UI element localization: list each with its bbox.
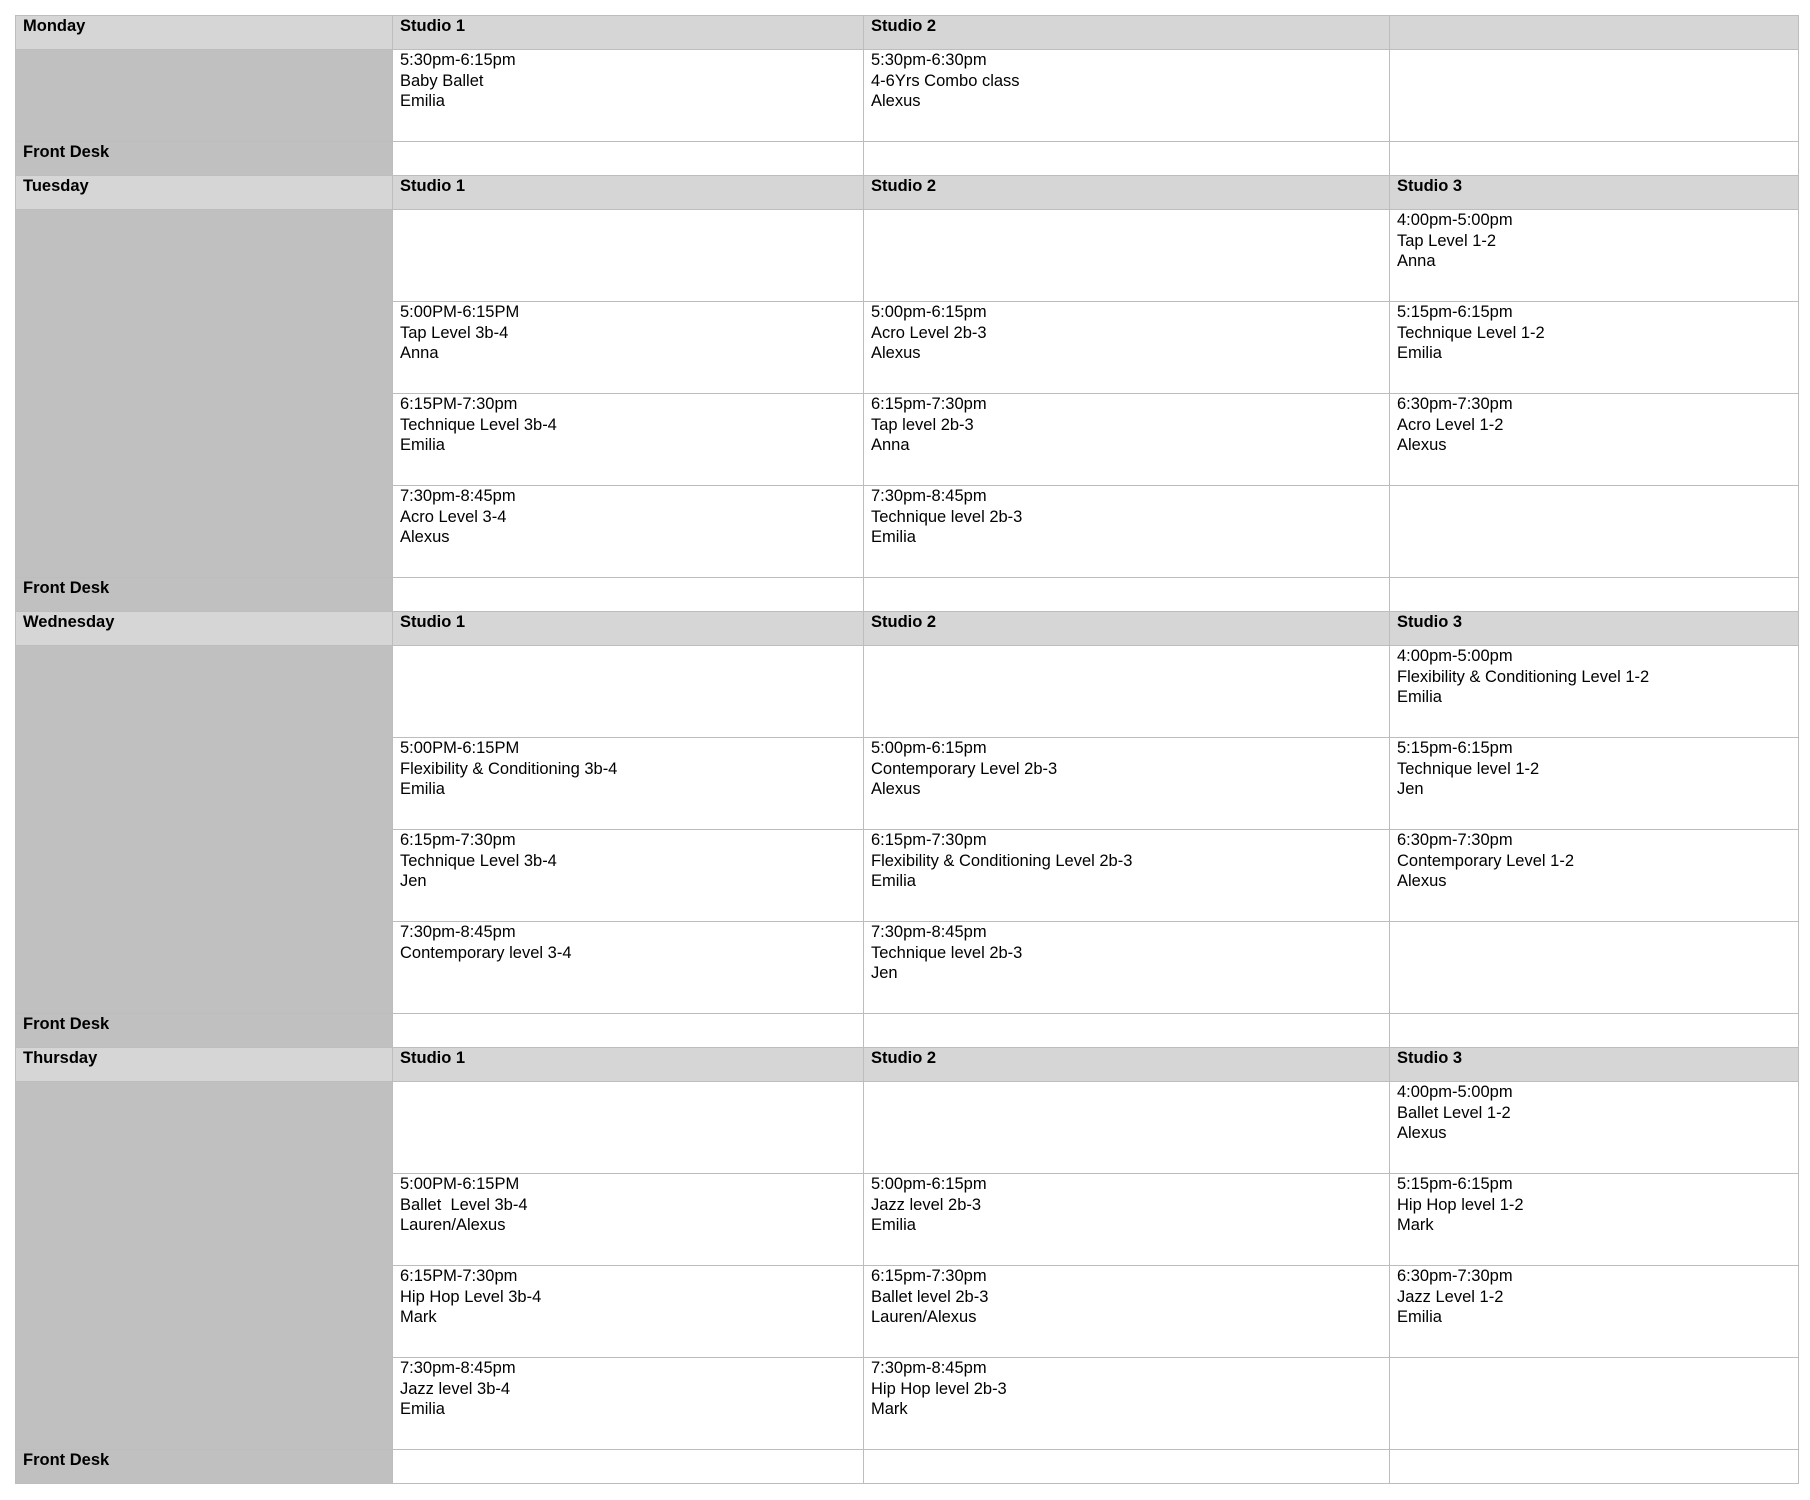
class-name: Tap level 2b-3 — [871, 415, 974, 434]
class-name: Ballet level 2b-3 — [871, 1287, 989, 1306]
class-cell[interactable] — [864, 1266, 1390, 1358]
class-time: 7:30pm-8:45pm — [400, 487, 516, 505]
class-name: Tap Level 3b-4 — [400, 323, 509, 342]
tuesday-header-row — [16, 176, 1799, 210]
class-instructor: Emilia — [400, 780, 445, 798]
front-desk-label[interactable]: Front Desk — [16, 1014, 393, 1048]
class-cell[interactable] — [864, 646, 1390, 738]
day-label[interactable]: Thursday — [16, 1048, 393, 1082]
class-time: 5:00PM-6:15PM — [400, 303, 520, 321]
class-name: Jazz level 3b-4 — [400, 1379, 511, 1398]
class-name: Contemporary level 3-4 — [400, 943, 572, 962]
studio-header-3[interactable]: Studio 3 — [1390, 1048, 1799, 1082]
front-desk-cell[interactable] — [1390, 1014, 1799, 1048]
front-desk-label[interactable]: Front Desk — [16, 1450, 393, 1484]
class-instructor: Anna — [400, 344, 439, 362]
class-instructor: Anna — [1397, 252, 1436, 270]
class-cell[interactable] — [1390, 50, 1799, 142]
class-time: 6:15PM-7:30pm — [400, 1267, 518, 1285]
class-time: 5:30pm-6:15pm — [400, 51, 516, 69]
class-cell[interactable] — [393, 1266, 864, 1358]
class-cell[interactable] — [864, 1174, 1390, 1266]
class-cell[interactable] — [1390, 1082, 1799, 1174]
class-cell[interactable] — [864, 830, 1390, 922]
front-desk-cell[interactable] — [1390, 578, 1799, 612]
class-cell[interactable] — [864, 1082, 1390, 1174]
class-time: 5:15pm-6:15pm — [1397, 303, 1513, 321]
class-instructor: Emilia — [871, 1216, 916, 1234]
tuesday-side-cell[interactable] — [16, 210, 393, 578]
wednesday-header-row — [16, 612, 1799, 646]
class-time: 5:15pm-6:15pm — [1397, 739, 1513, 757]
class-cell[interactable] — [1390, 486, 1799, 578]
class-cell[interactable] — [864, 922, 1390, 1014]
class-instructor: Mark — [400, 1308, 437, 1326]
wednesday-front-desk-row — [16, 1014, 1799, 1048]
class-cell[interactable] — [393, 1082, 864, 1174]
class-cell[interactable] — [864, 738, 1390, 830]
class-time: 5:00pm-6:15pm — [871, 303, 987, 321]
class-name: Technique level 2b-3 — [871, 507, 1023, 526]
class-instructor: Emilia — [1397, 1308, 1442, 1326]
day-label[interactable]: Wednesday — [16, 612, 393, 646]
front-desk-cell[interactable] — [864, 1450, 1390, 1484]
studio-header-3[interactable] — [1390, 16, 1799, 50]
front-desk-cell[interactable] — [864, 1014, 1390, 1048]
class-cell[interactable] — [1390, 394, 1799, 486]
class-time: 6:15pm-7:30pm — [400, 831, 516, 849]
class-instructor: Jen — [400, 872, 427, 890]
class-cell[interactable] — [393, 50, 864, 142]
class-name: Flexibility & Conditioning Level 2b-3 — [871, 851, 1133, 870]
class-instructor: Jen — [1397, 780, 1424, 798]
class-time: 5:00pm-6:15pm — [871, 739, 987, 757]
studio-header-3[interactable]: Studio 3 — [1390, 176, 1799, 210]
front-desk-cell[interactable] — [393, 578, 864, 612]
class-name: Flexibility & Conditioning 3b-4 — [400, 759, 618, 778]
class-name: Hip Hop level 2b-3 — [871, 1379, 1007, 1398]
class-name: Technique level 2b-3 — [871, 943, 1023, 962]
class-cell[interactable] — [393, 646, 864, 738]
class-name: Acro Level 2b-3 — [871, 323, 987, 342]
class-instructor: Alexus — [400, 528, 450, 546]
class-instructor: Emilia — [400, 436, 445, 454]
class-name: Technique level 1-2 — [1397, 759, 1540, 778]
class-time: 6:30pm-7:30pm — [1397, 831, 1513, 849]
front-desk-cell[interactable] — [1390, 1450, 1799, 1484]
class-name: Hip Hop Level 3b-4 — [400, 1287, 542, 1306]
class-name: Ballet Level 3b-4 — [400, 1195, 528, 1214]
class-instructor: Alexus — [871, 780, 921, 798]
thursday-front-desk-row — [16, 1450, 1799, 1484]
class-cell[interactable] — [1390, 646, 1799, 738]
class-name: Jazz Level 1-2 — [1397, 1287, 1504, 1306]
class-time: 5:00PM-6:15PM — [400, 1175, 520, 1193]
class-cell[interactable] — [393, 486, 864, 578]
class-cell[interactable] — [1390, 1174, 1799, 1266]
class-row — [16, 50, 1799, 142]
front-desk-cell[interactable] — [393, 1014, 864, 1048]
class-cell[interactable] — [393, 302, 864, 394]
front-desk-cell[interactable] — [393, 142, 864, 176]
class-row — [16, 210, 1799, 302]
class-instructor: Mark — [1397, 1216, 1434, 1234]
class-time: 6:15pm-7:30pm — [871, 395, 987, 413]
class-time: 5:15pm-6:15pm — [1397, 1175, 1513, 1193]
wednesday-side-cell[interactable] — [16, 646, 393, 1014]
studio-header-2[interactable]: Studio 2 — [864, 612, 1390, 646]
class-name: Contemporary Level 1-2 — [1397, 851, 1575, 870]
class-time: 4:00pm-5:00pm — [1397, 211, 1513, 229]
class-time: 6:15pm-7:30pm — [871, 831, 987, 849]
class-time: 6:15pm-7:30pm — [871, 1267, 987, 1285]
class-time: 6:30pm-7:30pm — [1397, 1267, 1513, 1285]
class-name: Technique Level 3b-4 — [400, 851, 557, 870]
class-instructor: Emilia — [400, 1400, 445, 1418]
class-time: 5:30pm-6:30pm — [871, 51, 987, 69]
class-name: Technique Level 1-2 — [1397, 323, 1545, 342]
class-instructor: Emilia — [400, 92, 445, 110]
class-time: 7:30pm-8:45pm — [400, 923, 516, 941]
class-cell[interactable] — [864, 394, 1390, 486]
thursday-side-cell[interactable] — [16, 1082, 393, 1450]
class-cell[interactable] — [1390, 922, 1799, 1014]
class-cell[interactable] — [393, 830, 864, 922]
class-instructor: Lauren/Alexus — [400, 1216, 506, 1234]
class-name: Contemporary Level 2b-3 — [871, 759, 1058, 778]
monday-side-cell[interactable] — [16, 50, 393, 142]
class-time: 7:30pm-8:45pm — [871, 1359, 987, 1377]
front-desk-label[interactable]: Front Desk — [16, 142, 393, 176]
class-instructor: Alexus — [1397, 872, 1447, 890]
class-instructor: Emilia — [1397, 688, 1442, 706]
monday-front-desk-row — [16, 142, 1799, 176]
schedule-table — [15, 15, 1799, 1484]
class-name: Technique Level 3b-4 — [400, 415, 557, 434]
class-cell[interactable] — [864, 210, 1390, 302]
monday-header-row — [16, 16, 1799, 50]
class-cell[interactable] — [864, 1358, 1390, 1450]
front-desk-label[interactable]: Front Desk — [16, 578, 393, 612]
class-time: 5:00pm-6:15pm — [871, 1175, 987, 1193]
class-instructor: Emilia — [1397, 344, 1442, 362]
class-cell[interactable] — [1390, 210, 1799, 302]
front-desk-cell[interactable] — [393, 1450, 864, 1484]
thursday-header-row — [16, 1048, 1799, 1082]
class-cell[interactable] — [393, 210, 864, 302]
studio-header-1[interactable]: Studio 1 — [393, 16, 864, 50]
class-name: Ballet Level 1-2 — [1397, 1103, 1511, 1122]
class-name: 4-6Yrs Combo class — [871, 71, 1020, 90]
studio-header-1[interactable]: Studio 1 — [393, 612, 864, 646]
class-cell[interactable] — [864, 50, 1390, 142]
class-time: 7:30pm-8:45pm — [400, 1359, 516, 1377]
class-name: Tap Level 1-2 — [1397, 231, 1497, 250]
tuesday-front-desk-row — [16, 578, 1799, 612]
class-row — [16, 646, 1799, 738]
class-instructor: Alexus — [1397, 436, 1447, 454]
studio-header-2[interactable]: Studio 2 — [864, 16, 1390, 50]
class-cell[interactable] — [393, 922, 864, 1014]
class-cell[interactable] — [393, 738, 864, 830]
class-name: Baby Ballet — [400, 71, 484, 90]
class-time: 5:00PM-6:15PM — [400, 739, 520, 757]
studio-header-2[interactable]: Studio 2 — [864, 176, 1390, 210]
day-label[interactable]: Monday — [16, 16, 393, 50]
class-time: 6:30pm-7:30pm — [1397, 395, 1513, 413]
studio-header-1[interactable]: Studio 1 — [393, 1048, 864, 1082]
front-desk-cell[interactable] — [1390, 142, 1799, 176]
studio-header-1[interactable]: Studio 1 — [393, 176, 864, 210]
class-time: 4:00pm-5:00pm — [1397, 1083, 1513, 1101]
class-time: 6:15PM-7:30pm — [400, 395, 518, 413]
class-cell[interactable] — [393, 394, 864, 486]
class-instructor: Emilia — [871, 872, 916, 890]
class-instructor: Lauren/Alexus — [871, 1308, 977, 1326]
class-name: Jazz level 2b-3 — [871, 1195, 982, 1214]
front-desk-cell[interactable] — [864, 578, 1390, 612]
class-cell[interactable] — [1390, 738, 1799, 830]
class-time: 7:30pm-8:45pm — [871, 487, 987, 505]
class-instructor: Alexus — [871, 344, 921, 362]
studio-header-2[interactable]: Studio 2 — [864, 1048, 1390, 1082]
class-cell[interactable] — [1390, 302, 1799, 394]
class-instructor: Anna — [871, 436, 910, 454]
class-instructor: Emilia — [871, 528, 916, 546]
class-name: Hip Hop level 1-2 — [1397, 1195, 1524, 1214]
class-instructor: Jen — [871, 964, 898, 982]
class-time: 4:00pm-5:00pm — [1397, 647, 1513, 665]
class-row — [16, 1082, 1799, 1174]
class-cell[interactable] — [1390, 1358, 1799, 1450]
class-cell[interactable] — [393, 1174, 864, 1266]
class-instructor: Alexus — [871, 92, 921, 110]
class-cell[interactable] — [864, 486, 1390, 578]
class-cell[interactable] — [1390, 830, 1799, 922]
class-name: Acro Level 3-4 — [400, 507, 507, 526]
class-instructor: Alexus — [1397, 1124, 1447, 1142]
class-cell[interactable] — [864, 302, 1390, 394]
class-instructor: Mark — [871, 1400, 908, 1418]
class-time: 7:30pm-8:45pm — [871, 923, 987, 941]
class-name: Acro Level 1-2 — [1397, 415, 1504, 434]
front-desk-cell[interactable] — [864, 142, 1390, 176]
day-label[interactable]: Tuesday — [16, 176, 393, 210]
class-name: Flexibility & Conditioning Level 1-2 — [1397, 667, 1650, 686]
class-cell[interactable] — [1390, 1266, 1799, 1358]
studio-header-3[interactable]: Studio 3 — [1390, 612, 1799, 646]
class-cell[interactable] — [393, 1358, 864, 1450]
